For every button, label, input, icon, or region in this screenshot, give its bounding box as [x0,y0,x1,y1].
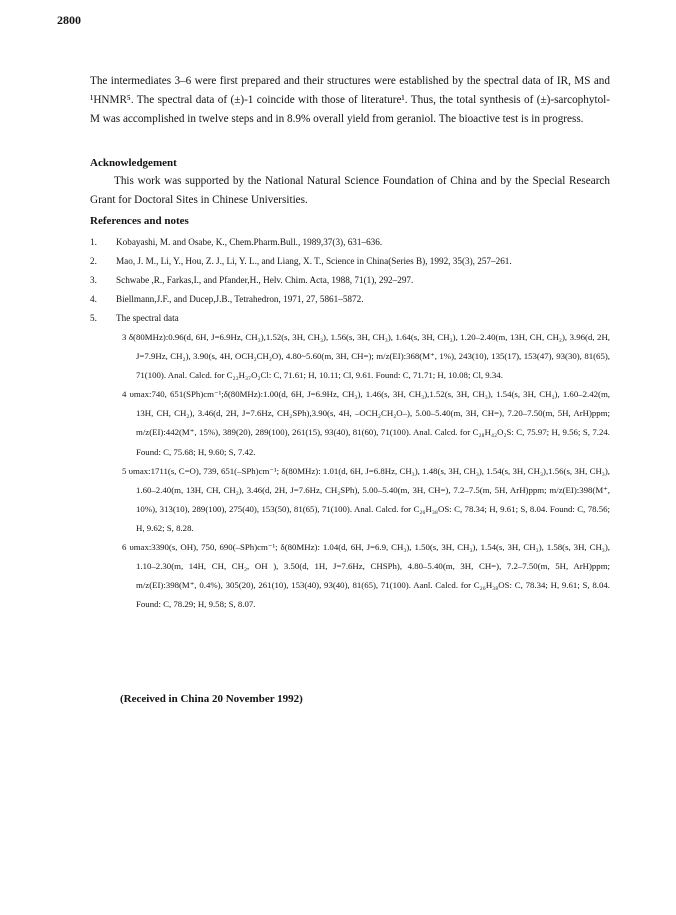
reference-item [90,271,620,290]
spectral-entry-3: 3 δ(80MHz):0.96(d, 6H, J=6.9Hz, CH₃),1.52(s, 3H, CH₃), 1.56(s, 3H, CH₃), 1.64(s, 3H, CH₃), 1.20–2.40(m, 13H, CH, CH₂), 3.96(d, 2H, J=7.9Hz, CH₂), 3.90(s, 4H, OCH₂CH₂O), 4.80~5.60(m, 3H, CH=); m/z(EI):368(M⁺, 1%), 243(10), 135(17), 153(47), 93(30), 81(65), 71(100). Anal. Calcd. for C₂₂H₃₇O₂Cl: C, 71.61; H, 10.11; Cl, 9.61. Found: C, 71.71; H, 10.08; Cl, 9.34. [122,332,610,381]
reference-number: 2. [90,256,97,266]
spectral-entry-5: 5 υmax:1711(s, C=O), 739, 651(–SPh)cm⁻¹; δ(80MHz): 1.01(d, 6H, J=6.8Hz, CH₃), 1.48(s, 3H, CH₃), 1.54(s, 3H, CH₃),1.56(s, 3H, CH₃), 1.60–2.40(m, 13H, CH, CH₂), 3.46(d, 2H, J=7.6Hz, CH₂SPh), 5.00–5.40(m, 3H, CH=), 7.2–7.5(m, 5H, ArH)ppm; m/z(EI):398(M⁺, 10%), 313(10), 289(100), 275(40), 153(50), 81(65), 71(100). Anal. Calcd. for C₂₆H₃₈OS: C, 78.34; H, 9.61; S, 8.04. Found: C, 78.56; H, 9.62; S, 8.28. [122,465,610,533]
reference-text: Mao, J. M., Li, Y., Hou, Z. J., Li, Y. L., and Liang, X. T., Science in China(Series B), 1992, 35(3), 257–261. [116,256,512,266]
spectral-entry-6: 6 υmax:3390(s, OH), 750, 690(–SPh)cm⁻¹; δ(80MHz): 1.04(d, 6H, J=6.9, CH₃), 1.50(s, 3H, CH₃), 1.54(s, 3H, CH₃), 1.58(s, 3H, CH₃), 1.10–2.30(m, 14H, CH, CH₂, OH ), 3.50(d, 1H, J=7.6Hz, CHSPh), 4.80–5.40(m, 3H, CH=), 7.2–7.50(m, 5H, ArH)ppm; m/z(EI):398(M⁺, 0.4%), 305(20), 261(10), 153(40), 93(40), 81(65), 71(100). Aanl. Calcd. for C₂₆H₃₈OS: C, 78.34; H, 9.61; S, 8.04. Found: C, 78.29; H, 9.58; S, 8.07. [122,542,610,610]
reference-item [90,309,620,328]
reference-item [90,252,620,271]
acknowledgement-heading: Acknowledgement [90,157,177,169]
reference-item [90,290,620,309]
received-date: (Received in China 20 November 1992) [120,693,303,705]
reference-item [90,233,620,252]
reference-text: Schwabe ,R., Farkas,I., and Pfander,H., Helv. Chim. Acta, 1988, 71(1), 292–297. [116,275,414,285]
acknowledgement-paragraph: This work was supported by the National Natural Science Foundation of China and by the Special Research Grant for Doctoral Sites in Chinese Universities. [90,175,610,206]
reference-number: 5. [90,313,97,323]
conclusion-paragraph: The intermediates 3–6 were first prepared and their structures were established by the spectral data of IR, MS and ¹HNMR⁵. The spectral data of (±)-1 coincide with those of literature¹. Thus, the total synthesis of (±)-sarcophytol-M was accomplished in twelve steps and in 8.9% overall yield from geraniol. The bioactive test is in progress. [90,75,610,125]
reference-number: 4. [90,294,97,304]
reference-text: Biellmann,J.F., and Ducep,J.B., Tetrahedron, 1971, 27, 5861–5872. [116,294,364,304]
references-heading: References and notes [90,215,189,227]
page-number: 2800 [57,13,81,27]
references-list [90,233,620,614]
spectral-entry-4: 4 υmax:740, 651(SPh)cm⁻¹;δ(80MHz):1.00(d, 6H, J=6.9Hz, CH₃), 1.46(s, 3H, CH₃),1.52(s, 3H, CH₃), 1.54(s, 3H, CH₃), 1.60–2.42(m, 13H, CH, CH₂), 3.46(d, 2H, J=7.6Hz, CH₂SPh),3.90(s, 4H, –OCH₂CH₂O–), 5.00–5.40(m, 3H, CH=), 7.20–7.50(m, 5H, ArH)ppm; m/z(EI):442(M⁺, 15%), 389(20), 289(100), 261(15), 93(40), 81(60), 71(100). Anal. Calcd. for C₂₈H₄₂O₂S: C, 75.97; H, 9.56; S, 7.24. Found: C, 75.68; H, 9.60; S, 7.42. [122,389,610,457]
reference-text: Kobayashi, M. and Osabe, K., Chem.Pharm.Bull., 1989,37(3), 631–636. [116,237,383,247]
reference-text: The spectral data [116,313,179,323]
reference-number: 3. [90,275,97,285]
reference-number: 1. [90,237,97,247]
